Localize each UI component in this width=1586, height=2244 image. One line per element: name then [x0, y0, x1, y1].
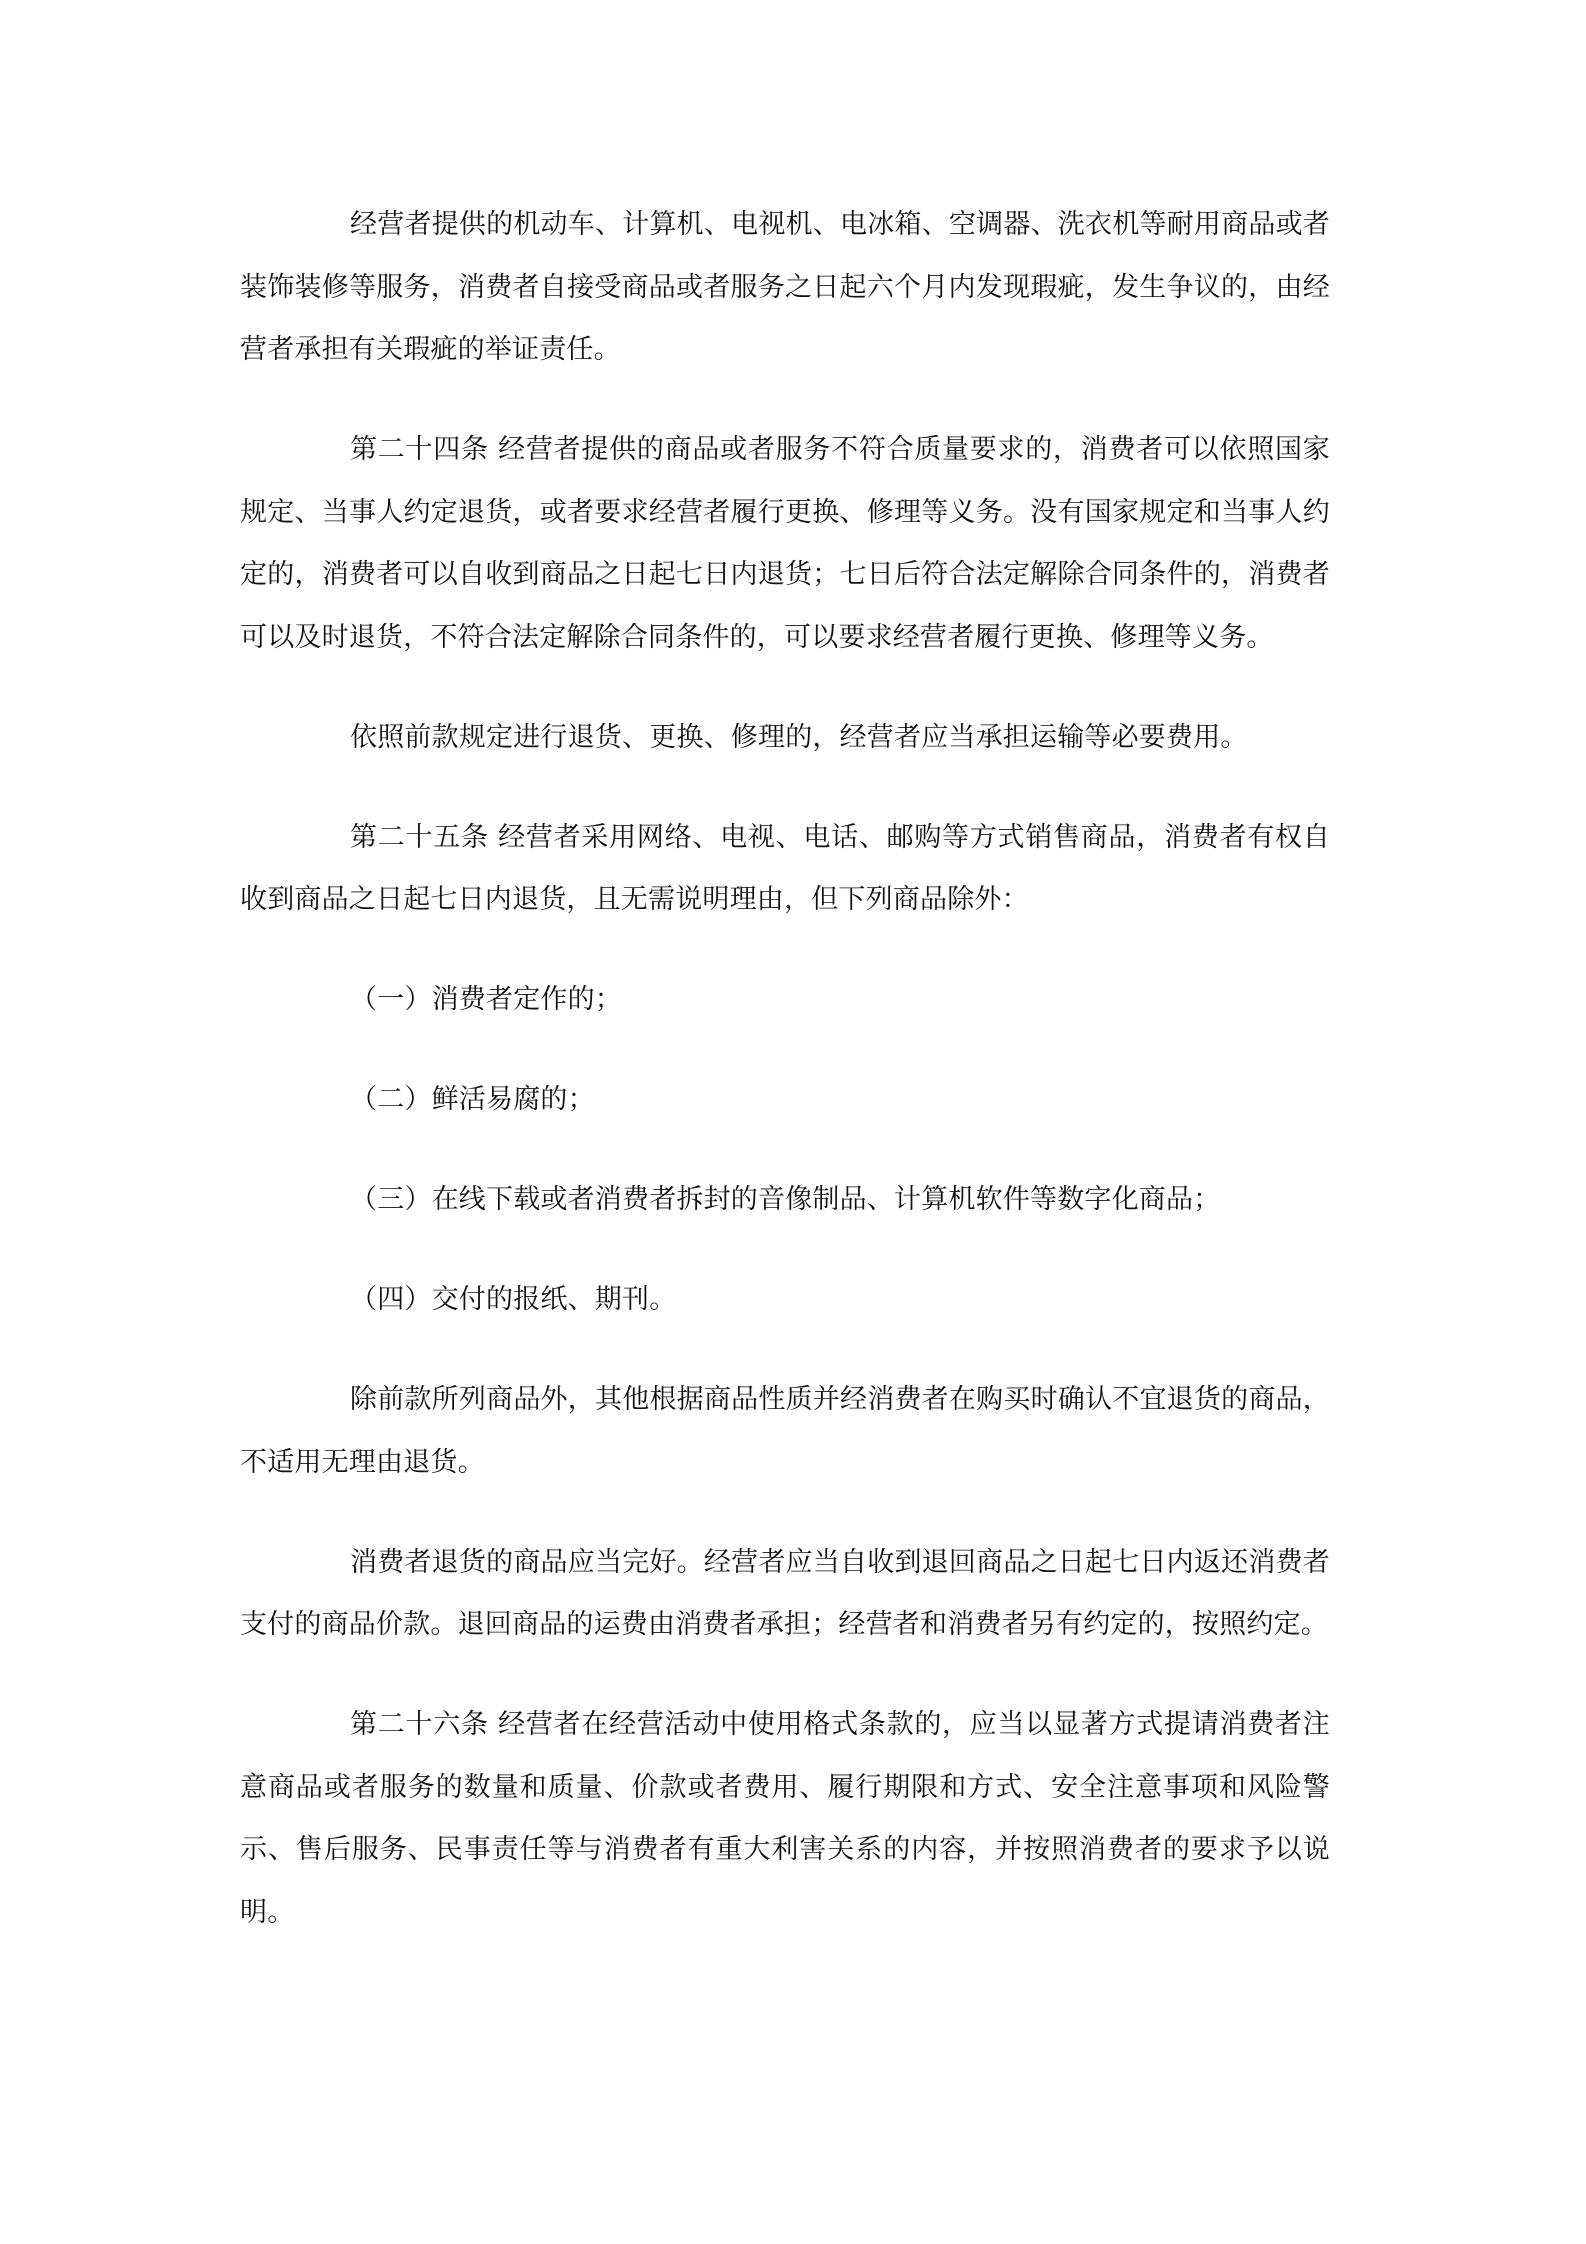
paragraph-durable-goods-burden-of-proof: 经营者提供的机动车、计算机、电视机、电冰箱、空调器、洗衣机等耐用商品或者装饰装修等服务，消费者自接受商品或者服务之日起六个月内发现瑕疵，发生争议的，由经营者承担有关瑕疵的举证责任。 — [240, 209, 1330, 365]
article-24: 第二十四条 经营者提供的商品或者服务不符合质量要求的，消费者可以依照国家规定、当事人约定退货，或者要求经营者履行更换、修理等义务。没有国家规定和当事人约定的，消费者可以自收到商品之日起七日内退货；七日后符合法定解除合同条件的，消费者可以及时退货，不符合法定解除合同条件的，可以要求经营者履行更换、修理等义务。 — [240, 434, 1330, 653]
paragraph-returned-goods-condition: 消费者退货的商品应当完好。经营者应当自收到退回商品之日起七日内返还消费者支付的商品价款。退回商品的运费由消费者承担；经营者和消费者另有约定的，按照约定。 — [240, 1546, 1330, 1640]
list-item-1: （一）消费者定作的； — [350, 984, 622, 1015]
paragraph-other-exclusions: 除前款所列商品外，其他根据商品性质并经消费者在购买时确认不宜退货的商品，不适用无理由退货。 — [240, 1384, 1330, 1478]
article-25: 第二十五条 经营者采用网络、电视、电话、邮购等方式销售商品，消费者有权自收到商品之日起七日内退货，且无需说明理由，但下列商品除外： — [240, 821, 1330, 915]
document-page — [240, 194, 1330, 1982]
paragraph-return-costs: 依照前款规定进行退货、更换、修理的，经营者应当承担运输等必要费用。 — [350, 721, 1248, 753]
article-26: 第二十六条 经营者在经营活动中使用格式条款的，应当以显著方式提请消费者注意商品或者服务的数量和质量、价款或者费用、履行期限和方式、安全注意事项和风险警示、售后服务、民事责任等与消费者有重大利害关系的内容，并按照消费者的要求予以说明。 — [240, 1709, 1330, 1928]
list-item-3: （三）在线下载或者消费者拆封的音像制品、计算机软件等数字化商品； — [350, 1184, 1221, 1215]
list-item-2: （二）鲜活易腐的； — [350, 1084, 595, 1115]
list-item-4: （四）交付的报纸、期刊。 — [350, 1284, 677, 1315]
